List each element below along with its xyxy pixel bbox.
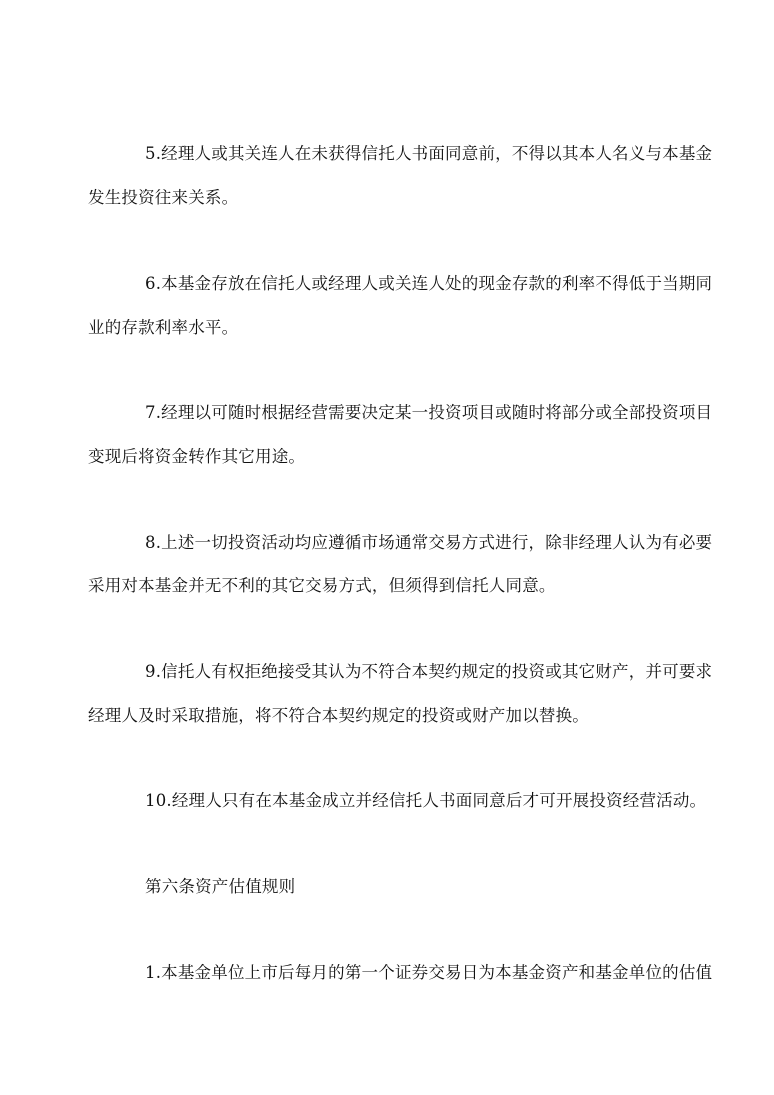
paragraph-1-line-1: 1.本基金单位上市后每月的第一个证券交易日为本基金资产和基金单位的估值 (145, 963, 713, 982)
paragraph-7-line-1: 7.经理以可随时根据经营需要决定某一投资项目或随时将部分或全部投资项目 (145, 403, 713, 422)
paragraph-9-line-1: 9.信托人有权拒绝接受其认为不符合本契约规定的投资或其它财产，并可要求 (145, 662, 713, 681)
paragraph-8-line-1: 8.上述一切投资活动均应遵循市场通常交易方式进行，除非经理人认为有必要 (145, 533, 713, 552)
paragraph-6-line-1: 6.本基金存放在信托人或经理人或关连人处的现金存款的利率不得低于当期同 (145, 274, 713, 293)
paragraph-9-line-2: 经理人及时采取措施，将不符合本契约规定的投资或财产加以替换。 (88, 706, 589, 725)
paragraph-5-line-2: 发生投资往来关系。 (88, 188, 239, 207)
section-heading: 第六条资产估值规则 (145, 877, 296, 896)
paragraph-7-line-2: 变现后将资金转作其它用途。 (88, 447, 306, 466)
paragraph-8-line-2: 采用对本基金并无不利的其它交易方式，但须得到信托人同意。 (88, 576, 556, 595)
paragraph-10-line-1: 10.经理人只有在本基金成立并经信托人书面同意后才可开展投资经营活动。 (145, 791, 707, 810)
paragraph-5-line-1: 5.经理人或其关连人在未获得信托人书面同意前，不得以其本人名义与本基金 (145, 144, 713, 163)
paragraph-6-line-2: 业的存款利率水平。 (88, 318, 239, 337)
